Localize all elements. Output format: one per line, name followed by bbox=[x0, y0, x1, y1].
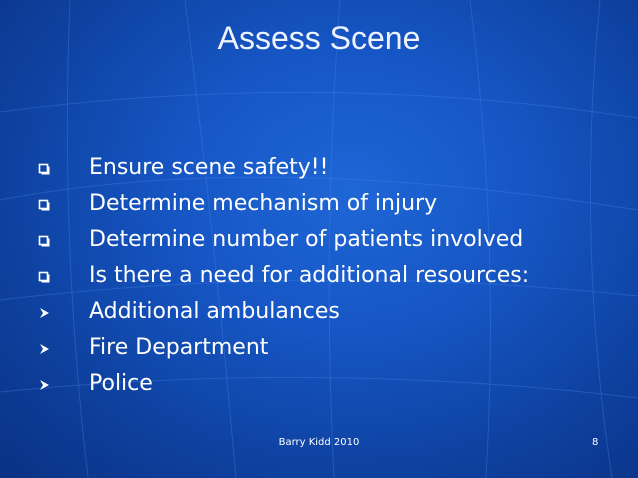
square-bullet-icon bbox=[38, 163, 50, 175]
square-bullet-icon bbox=[38, 235, 50, 247]
square-bullet-icon bbox=[38, 199, 50, 211]
page-number: 8 bbox=[592, 437, 599, 448]
bullet-text: Is there a need for additional resources: bbox=[89, 263, 530, 288]
bullet-list bbox=[0, 150, 638, 402]
bullet-item bbox=[0, 330, 638, 366]
arrowhead-bullet-icon bbox=[38, 343, 50, 355]
bullet-item bbox=[0, 186, 638, 222]
arrowhead-bullet-icon bbox=[38, 307, 50, 319]
bullet-text: Determine number of patients involved bbox=[89, 227, 524, 252]
bullet-text: Additional ambulances bbox=[89, 299, 340, 324]
bullet-item bbox=[0, 258, 638, 294]
bullet-text: Determine mechanism of injury bbox=[89, 191, 438, 216]
bullet-item bbox=[0, 294, 638, 330]
bullet-item bbox=[0, 150, 638, 186]
footer-author: Barry Kidd 2010 bbox=[278, 437, 360, 448]
arrowhead-bullet-icon bbox=[38, 379, 50, 391]
bullet-text: Fire Department bbox=[89, 335, 269, 360]
square-bullet-icon bbox=[38, 271, 50, 283]
bullet-item bbox=[0, 222, 638, 258]
bullet-text: Police bbox=[89, 371, 153, 396]
bullet-text: Ensure scene safety!! bbox=[89, 155, 329, 180]
slide-title: Assess Scene bbox=[217, 20, 421, 56]
bullet-item bbox=[0, 366, 638, 402]
